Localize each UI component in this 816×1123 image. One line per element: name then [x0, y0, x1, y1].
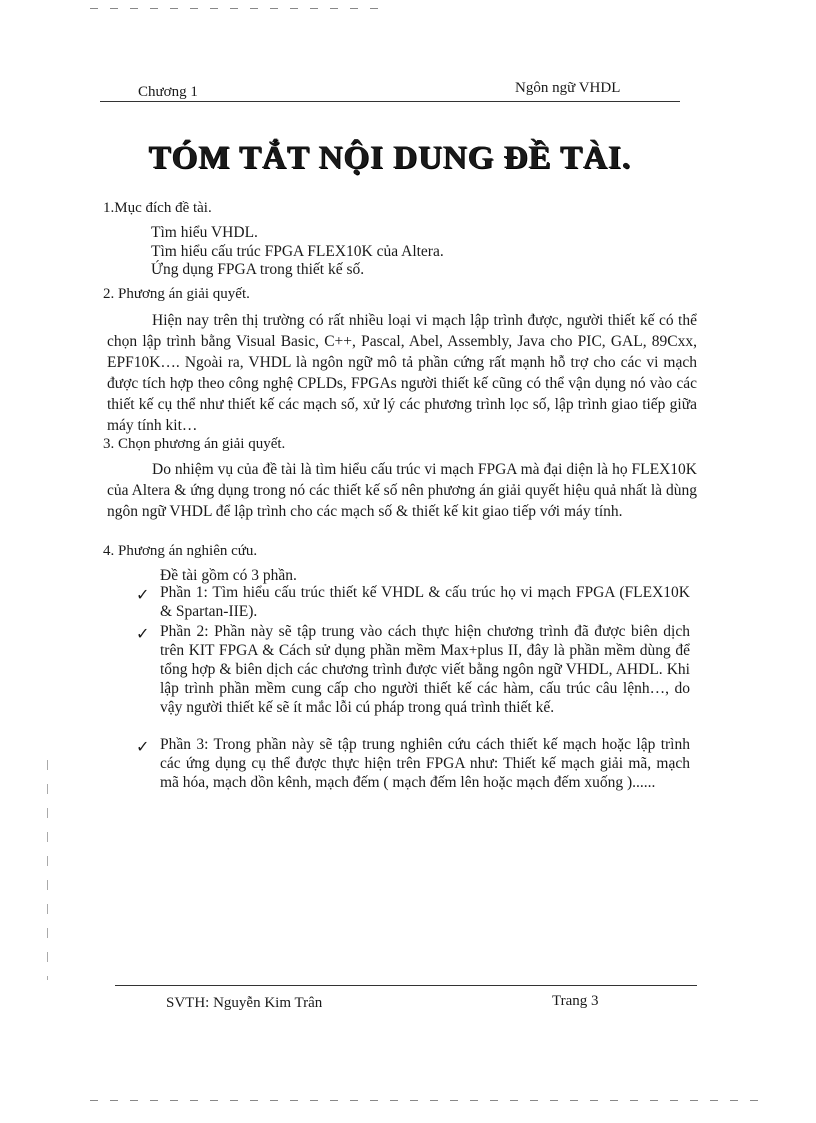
scan-edge-bottom: [90, 1100, 770, 1101]
section4-intro: Đề tài gồm có 3 phần.: [160, 567, 297, 584]
scan-edge-top: [90, 8, 380, 9]
section3-text: Do nhiệm vụ của đề tài là tìm hiểu cấu trúc vi mạch FPGA mà đại diện là họ FLEX10K của Altera & ứng dụng trong nó các thiết kế số nên phương án giải quyết hiệu quả nhất là dùng ngôn ngữ VHDL để lập trình cho các mạch số & thiết kế kit giao tiếp với máy tính.: [107, 461, 697, 520]
part-item: Phần 1: Tìm hiểu cấu trúc thiết kế VHDL & cấu trúc họ vi mạch FPGA (FLEX10K & Spartan-IIE).: [160, 584, 690, 620]
part-item: Phần 2: Phần này sẽ tập trung vào cách thực hiện chương trình đã được biên dịch trên KIT FPGA & Cách sử dụng phần mềm Max+plus II, đây là phần mềm dùng để tổng hợp & biên dịch các chương trình được viết bằng ngôn ngữ VHDL, AHDL. Khi lập trình phần mềm cung cấp cho người thiết kế các hàm, cấu trúc câu lệnh…, do vậy người thiết kế sẽ ít mắc lỗi cú pháp trong quá trình thiết kế.: [160, 623, 690, 716]
footer-divider: [115, 985, 697, 986]
section4-heading: 4. Phương án nghiên cứu.: [103, 543, 258, 559]
section3-heading: 3. Chọn phương án giải quyết.: [103, 436, 286, 452]
page-number: Trang 3: [552, 993, 599, 1009]
section2-text: Hiện nay trên thị trường có rất nhiều loại vi mạch lập trình được, người thiết kế có thể chọn lập trình bằng Visual Basic, C++, Pascal, Abel, Assembly, Java cho PIC, GAL, 89Cxx, EPF10K…. Ngoài ra, VHDL là ngôn ngữ mô tả phần cứng rất mạnh hỗ trợ cho các vi mạch được tích hợp theo công nghệ CPLDs, FPGAs người thiết kế cũng có thể vận dụng nó vào các thiết kế cụ thể như thiết kế các mạch số, xử lý các phương trình lọc số, lập trình giao tiếp giữa máy tính kit…: [107, 312, 697, 434]
page-title: TÓM TẮT NỘI DUNG ĐỀ TÀI.: [148, 140, 632, 176]
goal-item: Tìm hiểu VHDL.: [151, 224, 258, 241]
section1-heading: 1.Mục đích đề tài.: [103, 200, 212, 216]
checkmark-icon: ✓: [136, 626, 150, 643]
section2-paragraph: [107, 310, 697, 436]
section2-heading: 2. Phương án giải quyết.: [103, 286, 250, 302]
goal-item: Tìm hiểu cấu trúc FPGA FLEX10K của Altera.: [151, 243, 444, 260]
checkmark-icon: ✓: [136, 739, 150, 756]
author-label: SVTH: Nguyễn Kim Trân: [166, 995, 323, 1011]
section3-paragraph: [107, 459, 697, 522]
goal-item: Ứng dụng FPGA trong thiết kế số.: [151, 261, 365, 278]
part-item: Phần 3: Trong phần này sẽ tập trung nghiên cứu cách thiết kế mạch hoặc lập trình các ứng dụng cụ thể được thực hiện trên FPGA như: Thiết kế mạch giải mã, mạch mã hóa, mạch dồn kênh, mạch đếm ( mạch đếm lên hoặc mạch đếm xuống )......: [160, 736, 690, 791]
scan-edge-left: [47, 760, 48, 980]
chapter-label: Chương 1: [138, 84, 198, 100]
checkmark-icon: ✓: [136, 587, 150, 604]
header-divider: [100, 101, 680, 102]
subject-label: Ngôn ngữ VHDL: [515, 80, 621, 96]
